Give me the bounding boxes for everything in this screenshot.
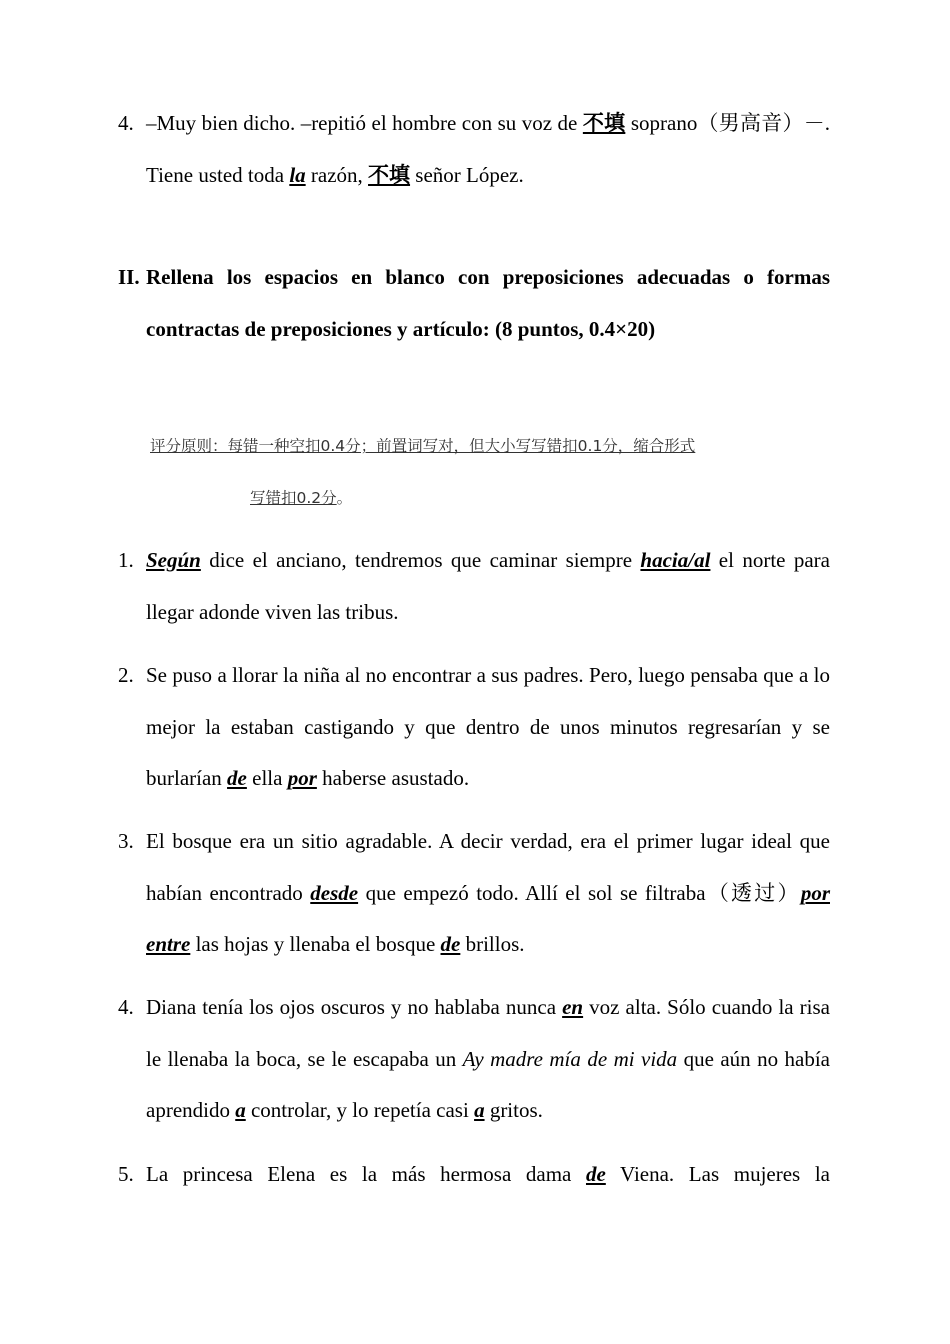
text-segment: soprano（男高音）－. Tiene usted toda xyxy=(146,111,830,187)
item-number: 4. xyxy=(118,111,134,135)
answer: la xyxy=(289,162,306,187)
question-number: 2. xyxy=(118,663,134,687)
italic-phrase: Ay madre mía de mi vida xyxy=(462,1046,678,1071)
text-segment: señor López. xyxy=(410,162,524,187)
question-number: 3. xyxy=(118,829,134,853)
answer: de xyxy=(227,766,247,790)
grading-note-line1: 评分原则：每错一种空扣0.4分；前置词写对，但大小写写错扣0.1分，缩合形式 xyxy=(150,437,696,455)
answer: hacia/al xyxy=(640,548,711,572)
question-3 xyxy=(118,816,830,971)
text-segment: ella xyxy=(246,766,288,790)
text-segment: el norte para llegar adonde viven las tribus. xyxy=(146,548,830,624)
text-segment: Se puso a llorar la niña al no encontrar a sus padres. Pero, luego pensaba que a lo mejor la estaban castigando y que dentro de unos minutos regresarían y se burlarían xyxy=(146,663,830,790)
text-segment: gritos. xyxy=(484,1098,543,1122)
answer: Según xyxy=(146,548,201,572)
text-segment: controlar, y lo repetía casi xyxy=(245,1098,475,1122)
points-label: (8 puntos, 0.4×20) xyxy=(494,316,656,341)
text-segment: razón, xyxy=(305,162,369,187)
question-text xyxy=(146,982,830,1137)
question-text xyxy=(146,650,830,805)
answer: en xyxy=(562,995,584,1019)
previous-item-4 xyxy=(118,98,830,201)
question-text xyxy=(146,535,830,638)
answer: por xyxy=(800,880,830,905)
question-2 xyxy=(118,650,830,805)
question-text xyxy=(146,1149,830,1201)
grading-note xyxy=(150,420,830,524)
no-fill-mark: 不填 xyxy=(582,111,626,135)
answer: de xyxy=(440,932,461,956)
text-segment: que aún no había aprendido xyxy=(146,1046,830,1122)
question-number: 5. xyxy=(118,1162,134,1186)
answer: entre xyxy=(146,932,191,956)
text-segment: Viena. Las mujeres la xyxy=(605,1162,830,1186)
grading-note-period: 。 xyxy=(336,489,353,507)
question-number: 1. xyxy=(118,548,134,572)
question-text xyxy=(146,816,830,971)
question-5 xyxy=(118,1149,830,1201)
text-segment: –Muy bien dicho. –repitió el hombre con su voz de xyxy=(146,111,583,135)
text-segment: Diana tenía los ojos oscuros y no hablaba nunca xyxy=(146,995,563,1019)
question-4 xyxy=(118,982,830,1137)
text-segment: La princesa Elena es la más hermosa dama xyxy=(146,1162,586,1186)
answer: de xyxy=(585,1162,606,1186)
answer: desde xyxy=(310,880,359,905)
text-segment: brillos. xyxy=(460,932,525,956)
question-1 xyxy=(118,535,830,638)
question-number: 4. xyxy=(118,995,134,1019)
section-number: II. xyxy=(118,265,140,289)
text-segment: haberse asustado. xyxy=(316,766,470,790)
answer: por xyxy=(287,766,317,790)
answer: a xyxy=(474,1098,485,1122)
grading-note-line2: 写错扣0.2分 xyxy=(250,489,337,507)
text-segment: dice el anciano, tendremos que caminar siempre xyxy=(200,548,641,572)
text-segment: que empezó todo. Allí el sol se filtraba（透过） xyxy=(358,880,801,905)
text-segment: las hojas y llenaba el bosque xyxy=(190,932,441,956)
text-segment: voz alta. Sólo cuando la risa le llenaba la boca, se le escapaba un xyxy=(146,995,830,1071)
section-ii-heading xyxy=(118,252,830,355)
instruction-text: Rellena los espacios en blanco con preposiciones adecuadas o formas contractas de preposiciones y artículo: xyxy=(146,265,830,341)
text-segment: El bosque era un sitio agradable. A decir verdad, era el primer lugar ideal que habían encontrado xyxy=(146,829,830,905)
section-instruction xyxy=(146,252,830,355)
item-text xyxy=(146,98,830,201)
no-fill-mark: 不填 xyxy=(368,162,411,187)
answer: a xyxy=(235,1098,246,1122)
